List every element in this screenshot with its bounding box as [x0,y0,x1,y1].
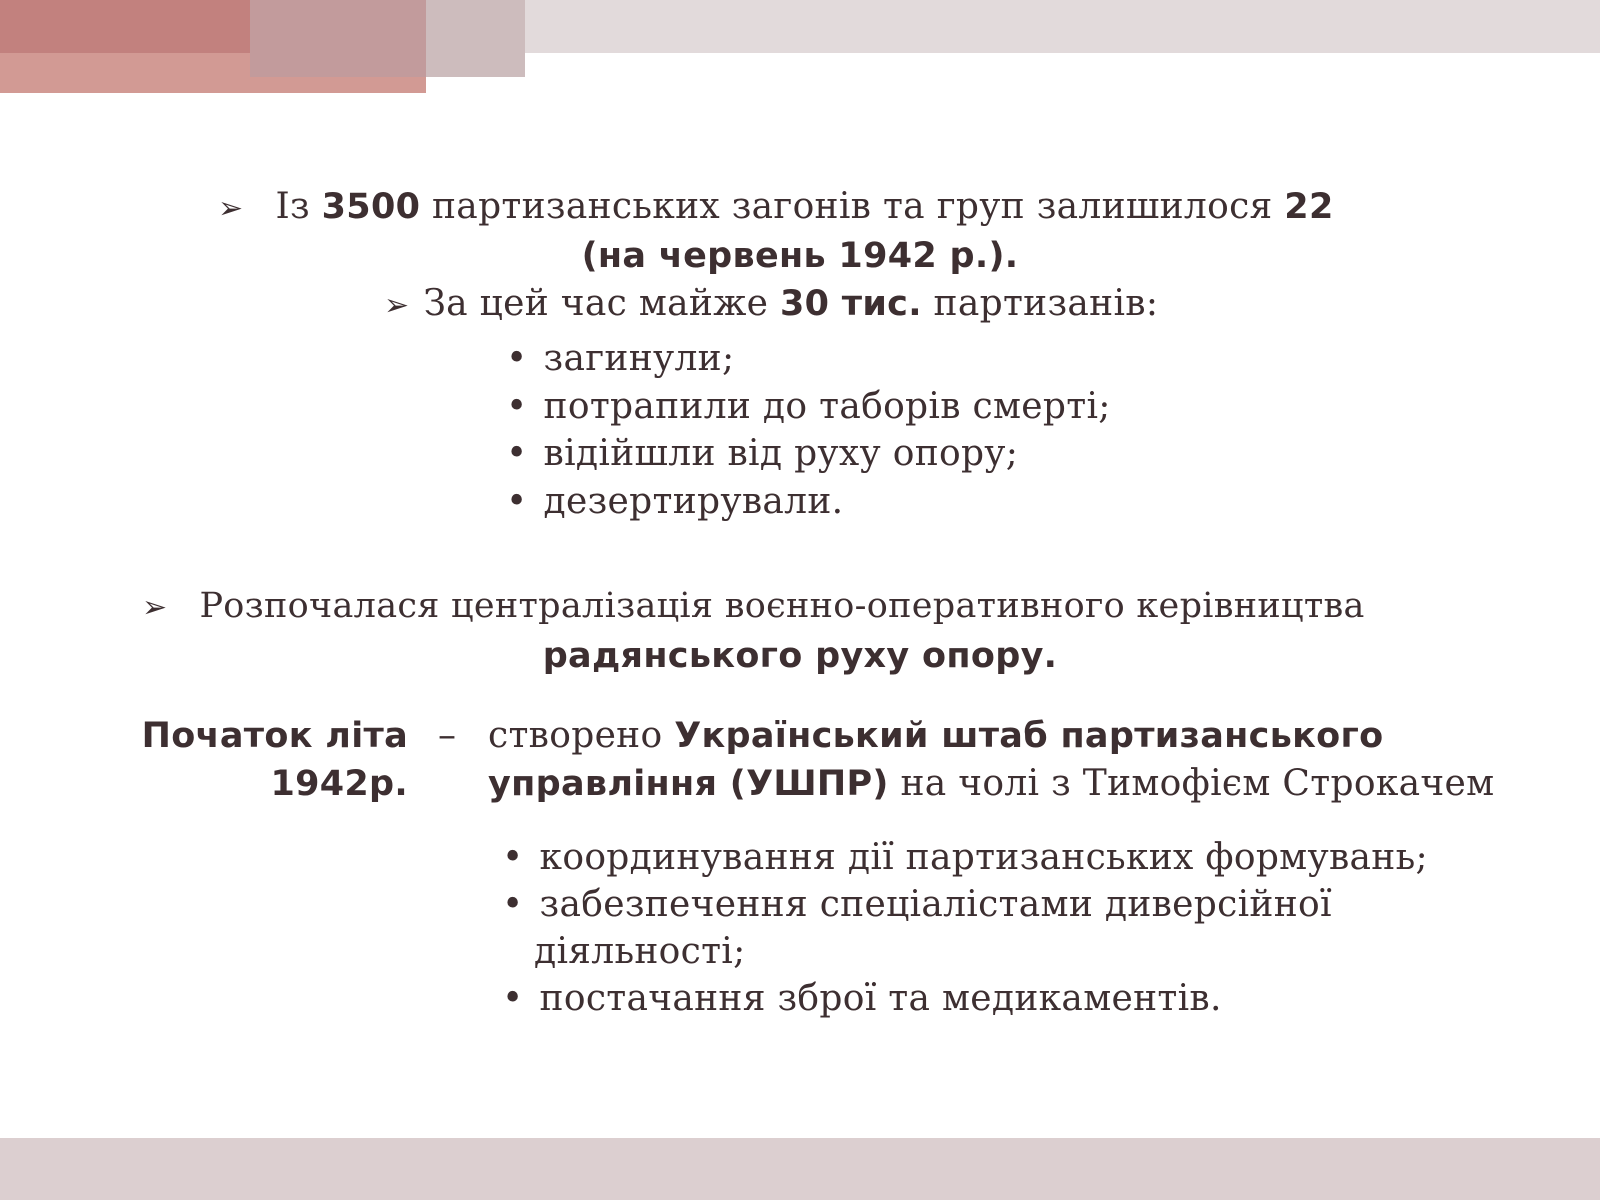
arrow-bullet-icon: ➢ [142,590,168,625]
footer-bar [0,1138,1600,1200]
bullet-dot-icon: • [506,386,528,427]
bullet-dot-icon: • [506,481,528,522]
bullet-dot-icon: • [502,884,524,925]
date-label: Початок літа 1942р. [141,716,408,804]
ushpr-description: створено Український штаб партизанського управління (УШПР) на чолі з Тимофієм Строкачем [488,715,1495,804]
section1-line2: (на червень 1942 р.). [581,236,1019,276]
list-item: • дезертирували. [506,481,844,522]
header-block-rose-dark [0,0,250,53]
header-block-overlap [250,0,426,77]
bullet-dot-icon: • [506,433,528,474]
section1-line1: ➢ Із 3500 партизанських загонів та груп залишилося 22 [218,186,1334,227]
bullet-dot-icon: • [502,978,524,1019]
list-item: • постачання зброї та медикаментів. [502,978,1222,1019]
date-dash: – [438,715,456,756]
list-item-continuation: діяльності; [534,931,746,972]
stat-3500: 3500 [321,187,421,227]
bullet-dot-icon: • [506,338,528,379]
section2-line2: радянського руху опору. [542,636,1058,676]
arrow-bullet-icon: ➢ [218,191,244,226]
stat-22: 22 [1284,187,1334,227]
bullet-dot-icon: • [502,837,524,878]
stat-30k: 30 тис. [779,284,922,324]
list-item: • відійшли від руху опору; [506,433,1019,474]
list-item: • координування дії партизанських формувань; [502,837,1428,878]
list-item: • загинули; [506,338,735,379]
list-item: • забезпечення спеціалістами диверсійної [502,884,1332,925]
section1-line3: ➢ За цей час майже 30 тис. партизанів: [384,283,1159,324]
list-item: • потрапили до таборів смерті; [506,386,1111,427]
section2-line1: ➢ Розпочалася централізація воєнно-оперативного керівництва [142,586,1365,626]
arrow-bullet-icon: ➢ [384,288,410,323]
